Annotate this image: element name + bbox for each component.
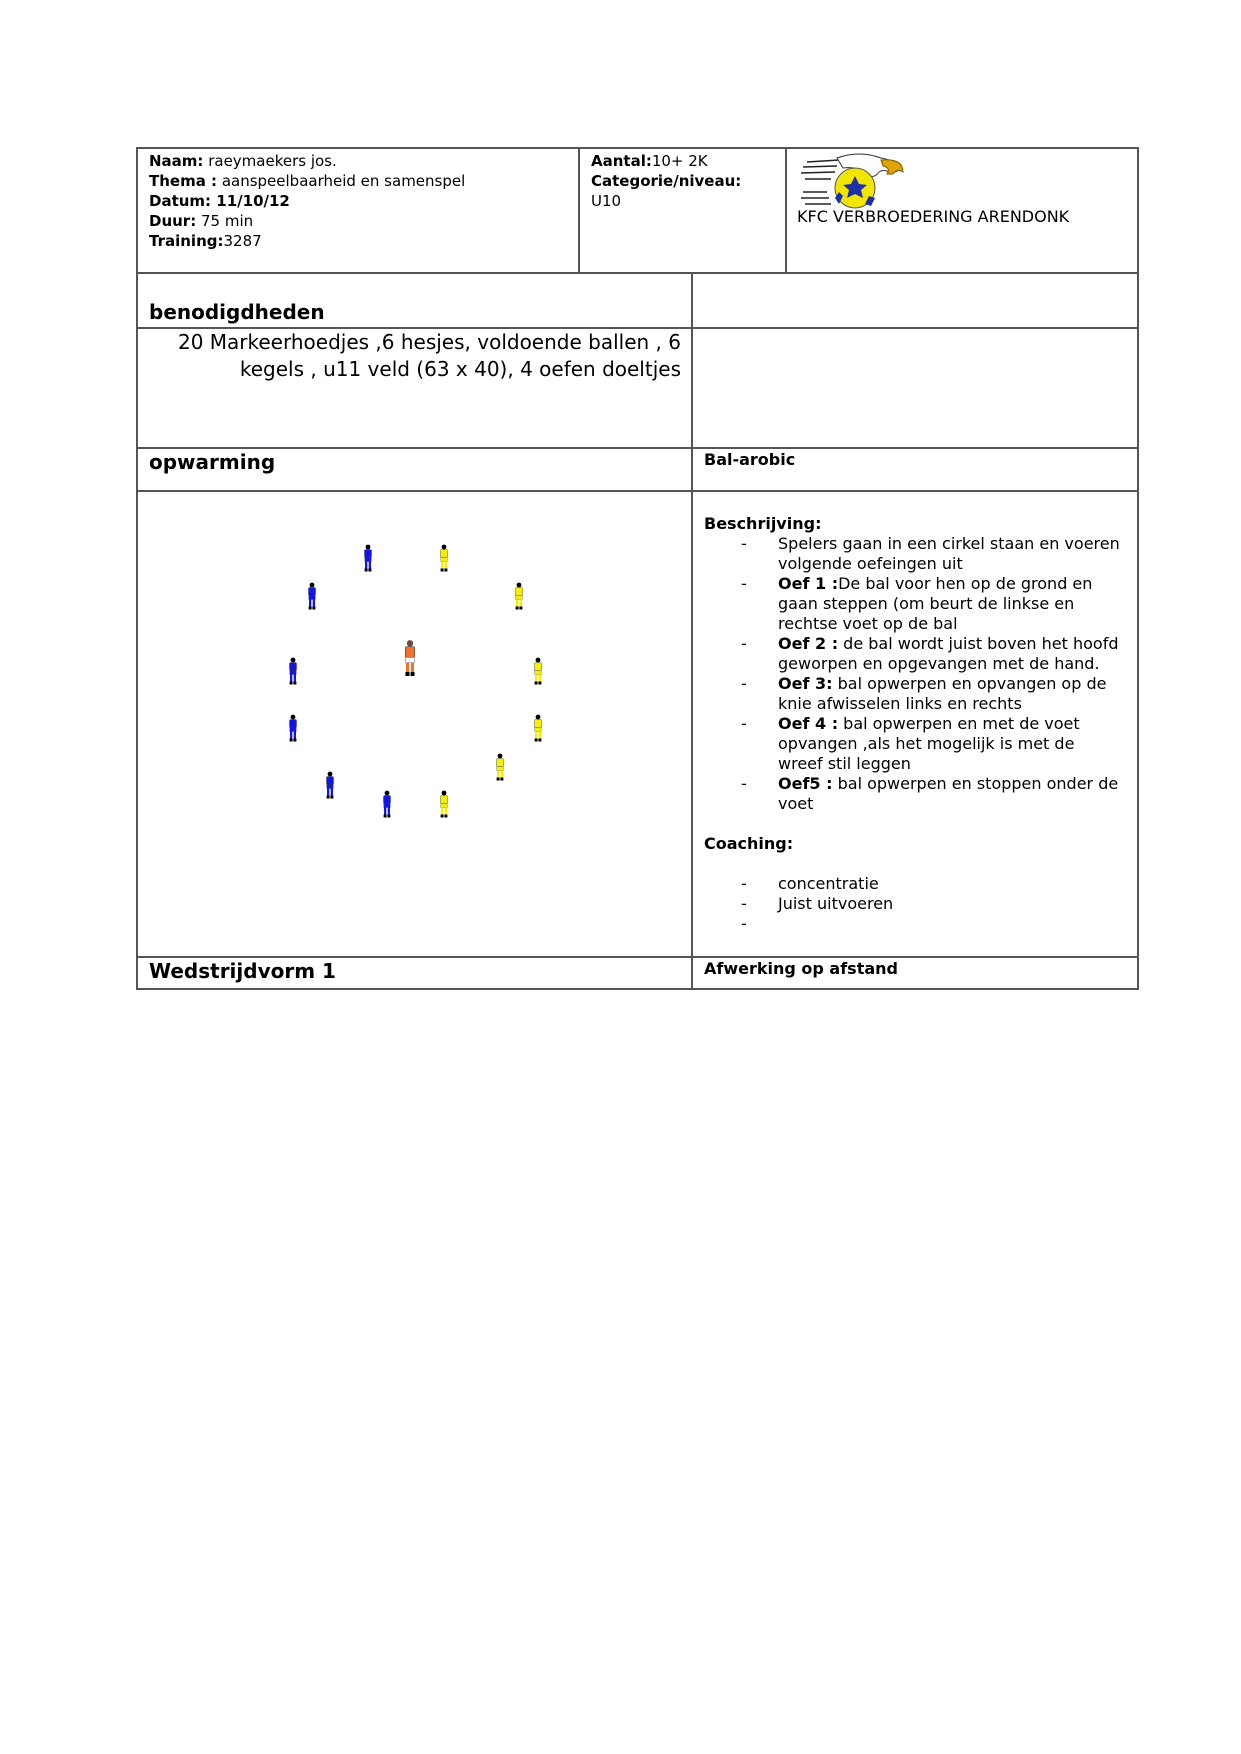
opwarming-exercise-name: Bal-arobic xyxy=(704,450,796,469)
exercise-label: Oef 3: xyxy=(778,674,833,693)
group-info-cell xyxy=(579,148,786,273)
bullet-dash: - xyxy=(741,534,747,553)
wedstrijdvorm-title-cell xyxy=(137,957,692,989)
training-sheet xyxy=(136,147,1137,990)
categorie-label: Categorie/niveau: xyxy=(591,172,742,190)
bullet-dash: - xyxy=(741,674,747,693)
main-table xyxy=(136,272,1139,990)
opwarming-title: opwarming xyxy=(149,450,276,474)
datum-line xyxy=(149,191,578,211)
bullet-dash: - xyxy=(741,634,747,653)
aantal-value: 10+ 2K xyxy=(651,152,708,170)
coaching-item xyxy=(704,894,1123,914)
player-yellow-icon xyxy=(494,753,506,781)
exercise-label: Oef5 : xyxy=(778,774,833,793)
coaching-item xyxy=(704,874,1123,894)
diagram-cell xyxy=(137,491,692,957)
wedstrijdvorm-title: Wedstrijdvorm 1 xyxy=(149,959,336,983)
player-blue-icon xyxy=(362,544,374,572)
thema-value: aanspeelbaarheid en samenspel xyxy=(217,172,466,190)
wedstrijdvorm-exercise-name: Afwerking op afstand xyxy=(704,959,898,978)
wedstrijdvorm-exercise-cell xyxy=(692,957,1138,989)
benodigdheden-title-cell xyxy=(137,273,692,328)
training-label: Training: xyxy=(149,232,224,250)
player-yellow-icon xyxy=(532,714,544,742)
bullet-dash: - xyxy=(741,714,747,733)
exercise-item xyxy=(704,574,1123,634)
thema-line xyxy=(149,171,578,191)
coaching-text: concentratie xyxy=(778,874,879,893)
aantal-label: Aantal: xyxy=(591,152,652,170)
exercise-item xyxy=(704,674,1123,714)
exercise-item xyxy=(704,534,1123,574)
materials-cell xyxy=(137,328,692,448)
benodigdheden-title: benodigdheden xyxy=(149,300,325,324)
club-logo-icon xyxy=(799,152,909,210)
bullet-dash: - xyxy=(741,894,747,913)
bullet-dash: - xyxy=(741,774,747,793)
opwarming-title-cell xyxy=(137,448,692,491)
datum-label: Datum: 11/10/12 xyxy=(149,192,290,210)
exercise-label: Oef 1 : xyxy=(778,574,839,593)
coaching-item xyxy=(704,914,1123,934)
exercise-item xyxy=(704,714,1123,774)
exercise-text: De bal voor hen op de grond en gaan steppen (om beurt de linkse en rechtse voet op de bal xyxy=(778,574,1093,633)
coaching-text: Juist uitvoeren xyxy=(778,894,894,913)
club-cell xyxy=(786,148,1138,273)
coaching-label: Coaching: xyxy=(704,834,794,853)
player-blue-icon xyxy=(287,657,299,685)
training-value: 3287 xyxy=(223,232,262,250)
exercise-text: Spelers gaan in een cirkel staan en voeren volgende oefeingen uit xyxy=(778,534,1120,573)
empty-cell xyxy=(692,328,1138,448)
bullet-dash: - xyxy=(741,574,747,593)
materials-text: 20 Markeerhoedjes ,6 hesjes, voldoende ballen , 6 kegels , u11 veld (63 x 40), 4 oefen doeltjes xyxy=(177,330,681,381)
opwarming-exercise-cell xyxy=(692,448,1138,491)
description-cell xyxy=(692,491,1138,957)
player-blue-icon xyxy=(324,771,336,799)
exercise-text: bal opwerpen en met de voet opvangen ,als het mogelijk is met de wreef stil leggen xyxy=(778,714,1080,773)
exercise-text: de bal wordt juist boven het hoofd geworpen en opgevangen met de hand. xyxy=(778,634,1119,673)
exercise-label: Oef 4 : xyxy=(778,714,839,733)
exercise-item xyxy=(704,774,1123,814)
player-circle-diagram xyxy=(138,492,690,956)
training-line xyxy=(149,231,578,251)
player-blue-icon xyxy=(306,582,318,610)
session-info-cell xyxy=(137,148,579,273)
naam-label: Naam: xyxy=(149,152,204,170)
header-table xyxy=(136,147,1139,274)
exercise-text: bal opwerpen en stoppen onder de voet xyxy=(778,774,1119,813)
empty-cell xyxy=(692,273,1138,328)
club-name: KFC VERBROEDERING ARENDONK xyxy=(797,207,1070,226)
player-yellow-icon xyxy=(438,790,450,818)
beschrijving-label: Beschrijving: xyxy=(704,514,822,533)
exercise-item xyxy=(704,634,1123,674)
categorie-line xyxy=(591,171,785,191)
categorie-value: U10 xyxy=(591,192,622,210)
duur-line xyxy=(149,211,578,231)
coach-figure-icon xyxy=(402,638,418,678)
exercise-text: bal opwerpen en opvangen op de knie afwisselen links en rechts xyxy=(778,674,1107,713)
naam-line xyxy=(149,151,578,171)
player-yellow-icon xyxy=(513,582,525,610)
naam-value: raeymaekers jos. xyxy=(203,152,337,170)
duur-label: Duur: xyxy=(149,212,197,230)
duur-value: 75 min xyxy=(196,212,254,230)
aantal-line xyxy=(591,151,785,171)
player-yellow-icon xyxy=(532,657,544,685)
bullet-dash: - xyxy=(741,914,747,933)
exercise-label: Oef 2 : xyxy=(778,634,839,653)
player-blue-icon xyxy=(381,790,393,818)
player-blue-icon xyxy=(287,714,299,742)
thema-label: Thema : xyxy=(149,172,218,190)
player-yellow-icon xyxy=(438,544,450,572)
bullet-dash: - xyxy=(741,874,747,893)
